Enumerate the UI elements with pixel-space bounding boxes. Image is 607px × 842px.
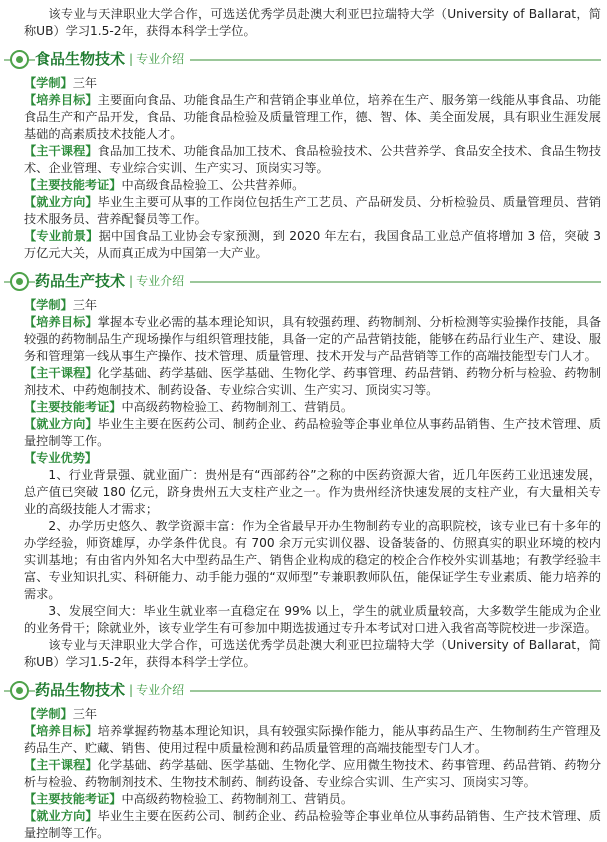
- section-subtitle: | 专业介绍: [129, 682, 190, 699]
- circle-bullet-icon: [10, 272, 29, 291]
- circle-bullet-icon: [10, 50, 29, 69]
- info-item: 【学制】三年: [24, 76, 98, 90]
- info-item: 【主干课程】化学基础、药学基础、医学基础、生物化学、应用微生物技术、药事管理、药品营销、药物分析与检验、药物制剂技术、生物技术制药、制药设备、专业综合实训、生产实习、顶岗实习等。: [24, 758, 602, 789]
- info-item: 【主要技能考证】中高级药物检验工、药物制剂工、营销员。: [24, 792, 354, 806]
- section-header-food-biotech: [4, 46, 601, 72]
- info-item: 【主要技能考证】中高级药物检验工、药物制剂工、营销员。: [24, 400, 354, 414]
- advantage-paragraph: 该专业与天津职业大学合作，可选送优秀学员赴澳大利亚巴拉瑞特大学（University of Ballarat，简称UB）学习1.5-2年，获得本科学士学位。: [24, 638, 601, 669]
- section-title: 药品生物技术: [35, 682, 129, 699]
- info-item: 【就业方向】毕业生主要可从事的工作岗位包括生产工艺员、产品研发员、分析检验员、质量管理员、营销技术服务员、营养配餐员等工作。: [24, 195, 602, 226]
- circle-bullet-icon: [10, 681, 29, 700]
- info-item: 【专业优势】: [24, 451, 98, 465]
- section-header-drug-production: [4, 268, 601, 294]
- info-item: 【就业方向】毕业生主要在医药公司、制药企业、药品检验等企事业单位从事药品销售、生产技术管理、质量控制等工作。: [24, 417, 602, 448]
- info-item: 【培养目标】培养掌握药物基本理论知识，具有较强实际操作能力，能从事药品生产、生物制药生产管理及药品生产、贮藏、销售、使用过程中质量检测和药品质量管理的高端技能型专门人才。: [24, 724, 602, 755]
- info-item: 【专业前景】据中国食品工业协会专家预测，到 2020 年左右，我国食品工业总产值将增加 3 倍，突破 3 万亿元大关，从而真正成为中国第一大产业。: [24, 229, 602, 260]
- info-item: 【学制】三年: [24, 707, 98, 721]
- info-item: 【学制】三年: [24, 298, 98, 312]
- section-subtitle: | 专业介绍: [129, 273, 190, 290]
- info-item: 【主要技能考证】中高级食品检验工、公共营养师。: [24, 178, 305, 192]
- info-item: 【就业方向】毕业生主要在医药公司、制药企业、药品检验等企事业单位从事药品销售、生产技术管理、质量控制等工作。: [24, 809, 602, 840]
- intro-paragraph: 该专业与天津职业大学合作，可选送优秀学员赴澳大利亚巴拉瑞特大学（University of Ballarat，简称UB）学习1.5-2年，获得本科学士学位。: [24, 7, 601, 38]
- section-header-drug-biotech: [4, 677, 601, 703]
- advantage-paragraph: 3、发展空间大：毕业生就业率一直稳定在 99% 以上，学生的就业质量较高，大多数学生能成为企业的业务骨干；除就业外，该专业学生有可参加中期选拔通过专升本考试对口进入我省高等院校进一步深造。: [24, 604, 601, 635]
- advantage-paragraph: 1、行业背景强、就业面广：贵州是有“西部药谷”之称的中医药资源大省，近几年医药工业迅速发展，总产值已突破 180 亿元，跻身贵州五大支柱产业之一。作为贵州经济快速发展的支柱产业，有大量相关专业的高级技能人才需求；: [24, 468, 601, 516]
- info-item: 【培养目标】掌握本专业必需的基本理论知识，具有较强药理、药物制剂、分析检测等实验操作技能，具备较强的药物制品生产现场操作与组织管理技能，具备一定的产品营销技能，能够在药品行业生产、建设、服务和管理第一线从事生产操作、技术管理、质量管理、技术开发与产品营销等工作的高端技能型专门人才。: [24, 315, 602, 363]
- info-item: 【培养目标】主要面向食品、功能食品生产和营销企事业单位，培养在生产、服务第一线能从事食品、功能食品生产和产品开发，食品、功能食品检验及质量管理工作，德、智、体、美全面发展，具有职业生涯发展基础的高素质技术技能人才。: [24, 93, 602, 141]
- section-subtitle: | 专业介绍: [129, 51, 190, 68]
- info-item: 【主干课程】化学基础、药学基础、医学基础、生物化学、药事管理、药品营销、药物分析与检验、药物制剂技术、中药炮制技术、制药设备、专业综合实训、生产实习、顶岗实习等。: [24, 366, 602, 397]
- section-title: 食品生物技术: [35, 51, 129, 68]
- info-item: 【主干课程】食品加工技术、功能食品加工技术、食品检验技术、公共营养学、食品安全技术、食品生物技术、企业管理、专业综合实训、生产实习、顶岗实习等。: [24, 144, 602, 175]
- advantage-paragraph: 2、办学历史悠久、教学资源丰富：作为全省最早开办生物制药专业的高职院校，该专业已有十多年的办学经验，师资雄厚，办学条件优良。有 700 余万元实训仪器、设备装备的、仿照真实的职业环境的校内实训基地；有由省内外知名大中型药品生产、销售企业构成的稳定的校企合作校外实训基地；有教学经验丰富、专业知识扎实、科研能力、动手能力强的“双师型”专兼职教师队伍，能保证学生专业素质、能力培养的需求。: [24, 519, 601, 601]
- section-title: 药品生产技术: [35, 273, 129, 290]
